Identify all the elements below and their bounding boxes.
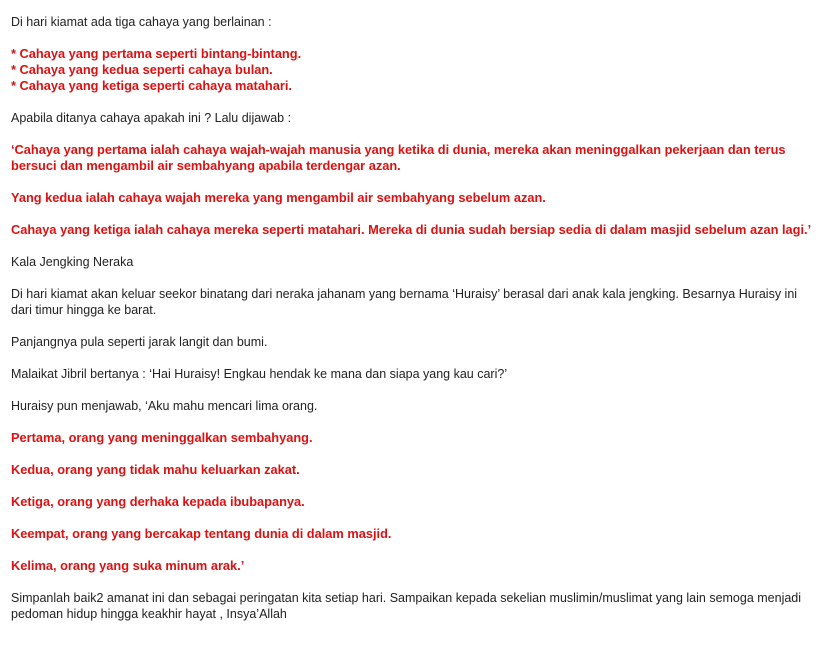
five-people-item-2: Kedua, orang yang tidak mahu keluarkan zakat. [11,462,300,477]
question-text: Apabila ditanya cahaya apakah ini ? Lalu dijawab : [11,111,292,125]
document-body [11,14,817,638]
huraisy-length-text: Panjangnya pula seperti jarak langit dan bumi. [11,335,268,349]
huraisy-answer-text: Huraisy pun menjawab, ‘Aku mahu mencari lima orang. [11,399,318,413]
section-heading: Kala Jengking Neraka [11,255,134,269]
lights-list [11,46,817,94]
light-item-3: * Cahaya yang ketiga seperti cahaya matahari. [11,78,292,93]
intro-text: Di hari kiamat ada tiga cahaya yang berlainan : [11,15,272,29]
jibril-question-text: Malaikat Jibril bertanya : ‘Hai Huraisy! Engkau hendak ke mana dan siapa yang kau cari?’ [11,367,508,381]
answer-1-text: ‘Cahaya yang pertama ialah cahaya wajah-wajah manusia yang ketika di dunia, mereka akan meninggalkan pekerjaan dan terus bersuci dan mengambil air sembahyang apabila terdengar azan. [11,142,786,173]
answer-3-text: Cahaya yang ketiga ialah cahaya mereka seperti matahari. Mereka di dunia sudah bersiap sedia di dalam masjid sebelum azan lagi.’ [11,222,812,237]
light-item-1: * Cahaya yang pertama seperti bintang-bintang. [11,46,302,61]
closing-text: Simpanlah baik2 amanat ini dan sebagai peringatan kita setiap hari. Sampaikan kepada sekelian muslimin/muslimat yang lain semoga menjadi pedoman hidup hingga keakhir hayat , Insya’Allah [11,591,802,621]
five-people-item-1: Pertama, orang yang meninggalkan sembahyang. [11,430,313,445]
huraisy-intro-text: Di hari kiamat akan keluar seekor binatang dari neraka jahanam yang bernama ‘Huraisy’ berasal dari anak kala jengking. Besarnya Huraisy ini dari timur hingga ke barat. [11,287,798,317]
answer-2-text: Yang kedua ialah cahaya wajah mereka yang mengambil air sembahyang sebelum azan. [11,190,546,205]
five-people-item-5: Kelima, orang yang suka minum arak.’ [11,558,245,573]
five-people-item-4: Keempat, orang yang bercakap tentang dunia di dalam masjid. [11,526,392,541]
five-people-item-3: Ketiga, orang yang derhaka kepada ibubapanya. [11,494,305,509]
light-item-2: * Cahaya yang kedua seperti cahaya bulan. [11,62,273,77]
